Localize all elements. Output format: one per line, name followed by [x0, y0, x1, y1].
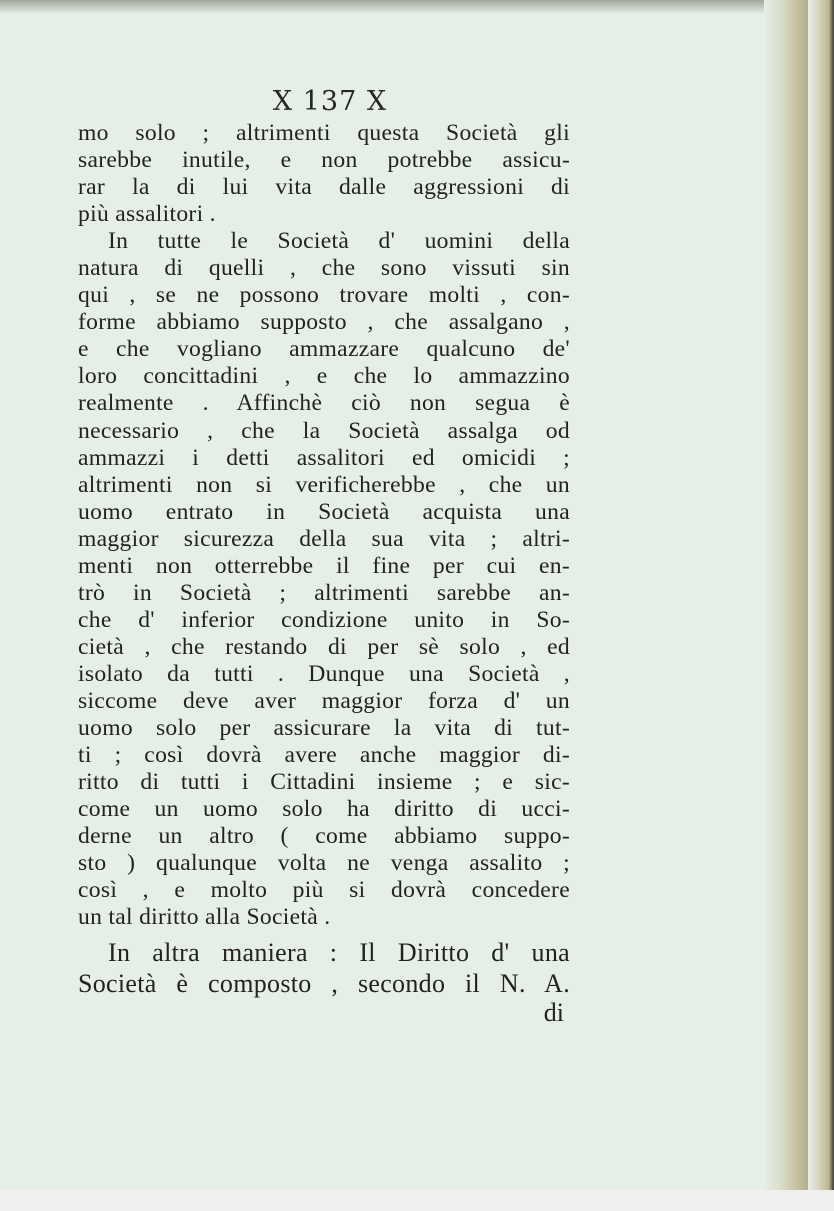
- text-line: qui , se ne possono trovare molti , con-: [78, 282, 570, 309]
- text-line: isolato da tutti . Dunque una Società ,: [78, 660, 570, 687]
- text-line: In tutte le Società d' uomini della: [108, 228, 570, 255]
- text-line: e che vogliano ammazzare qualcuno de': [78, 336, 570, 363]
- text-line: così , e molto più si dovrà concedere: [78, 877, 570, 904]
- text-line: necessario , che la Società assalga od: [78, 417, 570, 444]
- text-line: rar la di lui vita dalle aggressioni di: [78, 174, 570, 201]
- page-number: X 137 X: [272, 86, 388, 117]
- text-line: che d' inferior condizione unito in So-: [78, 606, 570, 633]
- page-text: [78, 120, 570, 1027]
- text-line: derne un altro ( come abbiamo suppo-: [78, 823, 570, 850]
- text-line: siccome deve aver maggior forza d' un: [78, 687, 570, 714]
- text-line: mo solo ; altrimenti questa Società gli: [78, 120, 570, 146]
- text-line: un tal diritto alla Società .: [78, 904, 331, 931]
- text-line: ammazzi i detti assalitori ed omicidi ;: [78, 444, 570, 471]
- text-line: cietà , che restando di per sè solo , ed: [78, 633, 570, 660]
- text-line: più assalitori .: [78, 201, 216, 228]
- text-line: altrimenti non si verificherebbe , che un: [78, 471, 570, 498]
- scan-bottom-margin: [0, 1190, 834, 1211]
- text-line: trò in Società ; altrimenti sarebbe an-: [78, 579, 570, 606]
- text-line: sto ) qualunque volta ne venga assalito ;: [78, 850, 570, 877]
- text-line: ritto di tutti i Cittadini insieme ; e sic-: [78, 769, 570, 796]
- text-line: uomo solo per assicurare la vita di tut-: [78, 715, 570, 742]
- page-fore-edge: [764, 0, 808, 1190]
- page-edge-shadow: [808, 0, 834, 1211]
- text-line: realmente . Affinchè ciò non segua è: [78, 390, 570, 417]
- text-line: sarebbe inutile, e non potrebbe assicu-: [78, 147, 570, 174]
- text-line: Società è composto , secondo il N. A.: [78, 969, 570, 999]
- text-line: natura di quelli , che sono vissuti sin: [78, 255, 570, 282]
- text-line: menti non otterrebbe il fine per cui en-: [78, 552, 570, 579]
- catchword: di: [543, 998, 564, 1028]
- text-line: maggior sicurezza della sua vita ; altri-: [78, 525, 570, 552]
- text-line: In altra maniera : Il Diritto d' una: [108, 938, 570, 968]
- text-line: forme abbiamo supposto , che assalgano ,: [78, 309, 570, 336]
- text-line: come un uomo solo ha diritto di ucci-: [78, 796, 570, 823]
- text-line: uomo entrato in Società acquista una: [78, 498, 570, 525]
- page-top-shadow: [0, 0, 808, 14]
- text-line: ti ; così dovrà avere anche maggior di-: [78, 742, 570, 769]
- text-line: loro concittadini , e che lo ammazzino: [78, 363, 570, 390]
